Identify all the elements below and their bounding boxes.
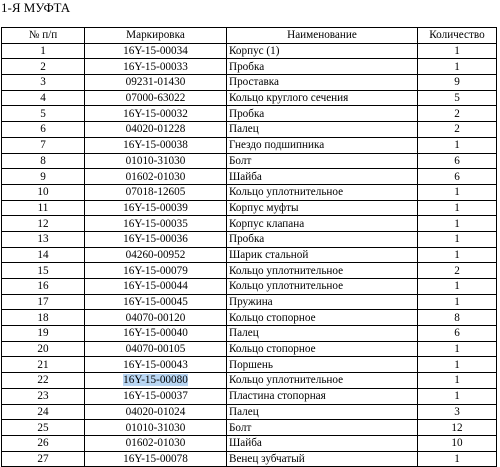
cell-name: Поршень: [227, 357, 418, 373]
cell-number: 11: [2, 200, 85, 216]
table-row: [2, 279, 497, 295]
cell-code: 01010-31030: [85, 420, 227, 436]
cell-number: 27: [2, 451, 85, 467]
cell-name: Палец: [227, 122, 418, 138]
cell-quantity: 2: [418, 122, 497, 138]
parts-table: [1, 27, 497, 467]
table-row: [2, 326, 497, 342]
cell-quantity: 1: [418, 247, 497, 263]
cell-code: 04260-00952: [85, 247, 227, 263]
cell-quantity: 5: [418, 90, 497, 106]
cell-name: Венец зубчатый: [227, 451, 418, 467]
cell-number: 14: [2, 247, 85, 263]
header-number: № п/п: [2, 28, 85, 44]
cell-quantity: 3: [418, 404, 497, 420]
cell-name: Болт: [227, 420, 418, 436]
cell-number: 19: [2, 326, 85, 342]
cell-number: 4: [2, 90, 85, 106]
selected-text: 16Y-15-00080: [123, 374, 188, 387]
cell-quantity: 1: [418, 231, 497, 247]
table-row: [2, 137, 497, 153]
table-row: [2, 231, 497, 247]
cell-name: Болт: [227, 153, 418, 169]
table-row: [2, 122, 497, 138]
cell-code: 16Y-15-00036: [85, 231, 227, 247]
cell-number: 26: [2, 435, 85, 451]
cell-quantity: 9: [418, 75, 497, 91]
cell-code: 16Y-15-00078: [85, 451, 227, 467]
cell-name: Проставка: [227, 75, 418, 91]
cell-number: 12: [2, 216, 85, 232]
cell-number: 1: [2, 43, 85, 59]
cell-number: 20: [2, 341, 85, 357]
cell-number: 10: [2, 184, 85, 200]
cell-name: Корпус (1): [227, 43, 418, 59]
cell-code: 16Y-15-00035: [85, 216, 227, 232]
cell-quantity: 6: [418, 169, 497, 185]
table-row: [2, 420, 497, 436]
cell-code: 01602-01030: [85, 169, 227, 185]
cell-number: 25: [2, 420, 85, 436]
cell-number: 8: [2, 153, 85, 169]
cell-quantity: 1: [418, 373, 497, 389]
cell-number: 24: [2, 404, 85, 420]
cell-number: 21: [2, 357, 85, 373]
cell-number: 13: [2, 231, 85, 247]
cell-number: 2: [2, 59, 85, 75]
cell-code: 04020-01024: [85, 404, 227, 420]
table-row: [2, 357, 497, 373]
cell-name: Пластина стопорная: [227, 388, 418, 404]
cell-code: 01602-01030: [85, 435, 227, 451]
cell-name: Пробка: [227, 231, 418, 247]
cell-code: 16Y-15-00034: [85, 43, 227, 59]
cell-name: Палец: [227, 404, 418, 420]
cell-code: 04070-00105: [85, 341, 227, 357]
cell-number: 9: [2, 169, 85, 185]
cell-quantity: 1: [418, 43, 497, 59]
header-quantity: Количество: [418, 28, 497, 44]
table-row: [2, 247, 497, 263]
table-row: [2, 184, 497, 200]
cell-code: 16Y-15-00039: [85, 200, 227, 216]
cell-number: 5: [2, 106, 85, 122]
cell-code: [85, 373, 227, 389]
cell-number: 22: [2, 373, 85, 389]
cell-code: 01010-31030: [85, 153, 227, 169]
cell-quantity: 1: [418, 279, 497, 295]
table-row: [2, 153, 497, 169]
cell-name: Корпус муфты: [227, 200, 418, 216]
cell-quantity: 1: [418, 388, 497, 404]
cell-code: 16Y-15-00033: [85, 59, 227, 75]
cell-code: 16Y-15-00040: [85, 326, 227, 342]
cell-name: Пробка: [227, 106, 418, 122]
table-row: [2, 75, 497, 91]
cell-number: 15: [2, 263, 85, 279]
table-row: [2, 310, 497, 326]
cell-quantity: 6: [418, 326, 497, 342]
cell-name: Кольцо уплотнительное: [227, 263, 418, 279]
header-code: Маркировка: [85, 28, 227, 44]
table-row: [2, 294, 497, 310]
table-row: [2, 373, 497, 389]
cell-code: 16Y-15-00043: [85, 357, 227, 373]
cell-quantity: 1: [418, 341, 497, 357]
cell-name: Гнездо подшипника: [227, 137, 418, 153]
cell-name: Пробка: [227, 59, 418, 75]
table-row: [2, 169, 497, 185]
cell-quantity: 6: [418, 153, 497, 169]
cell-quantity: 1: [418, 137, 497, 153]
cell-quantity: 1: [418, 357, 497, 373]
cell-code: 16Y-15-00037: [85, 388, 227, 404]
cell-code: 09231-01430: [85, 75, 227, 91]
cell-name: Кольцо стопорное: [227, 310, 418, 326]
table-row: [2, 43, 497, 59]
cell-quantity: 1: [418, 451, 497, 467]
table-row: [2, 263, 497, 279]
cell-name: Кольцо стопорное: [227, 341, 418, 357]
cell-name: Шайба: [227, 169, 418, 185]
table-row: [2, 388, 497, 404]
cell-quantity: 10: [418, 435, 497, 451]
cell-code: 07018-12605: [85, 184, 227, 200]
cell-name: Палец: [227, 326, 418, 342]
cell-quantity: 12: [418, 420, 497, 436]
header-name: Наименование: [227, 28, 418, 44]
cell-name: Шарик стальной: [227, 247, 418, 263]
table-row: [2, 451, 497, 467]
cell-name: Кольцо круглого сечения: [227, 90, 418, 106]
table-row: [2, 59, 497, 75]
table-row: [2, 200, 497, 216]
cell-code: 16Y-15-00079: [85, 263, 227, 279]
table-row: [2, 106, 497, 122]
cell-number: 6: [2, 122, 85, 138]
cell-name: Кольцо уплотнительное: [227, 184, 418, 200]
cell-number: 16: [2, 279, 85, 295]
table-row: [2, 404, 497, 420]
cell-number: 17: [2, 294, 85, 310]
cell-number: 3: [2, 75, 85, 91]
cell-name: Корпус клапана: [227, 216, 418, 232]
cell-code: 16Y-15-00032: [85, 106, 227, 122]
cell-quantity: 1: [418, 216, 497, 232]
cell-name: Кольцо уплотнительное: [227, 373, 418, 389]
cell-number: 7: [2, 137, 85, 153]
cell-code: 07000-63022: [85, 90, 227, 106]
cell-code: 04070-00120: [85, 310, 227, 326]
table-row: [2, 341, 497, 357]
table-row: [2, 216, 497, 232]
cell-code: 16Y-15-00044: [85, 279, 227, 295]
cell-code: 16Y-15-00045: [85, 294, 227, 310]
table-row: [2, 90, 497, 106]
cell-quantity: 1: [418, 59, 497, 75]
cell-code: 04020-01228: [85, 122, 227, 138]
cell-name: Пружина: [227, 294, 418, 310]
cell-quantity: 1: [418, 184, 497, 200]
cell-quantity: 1: [418, 200, 497, 216]
cell-quantity: 2: [418, 263, 497, 279]
cell-number: 23: [2, 388, 85, 404]
cell-number: 18: [2, 310, 85, 326]
document-title: 1-Я МУФТА: [1, 0, 71, 15]
cell-code: 16Y-15-00038: [85, 137, 227, 153]
cell-quantity: 8: [418, 310, 497, 326]
cell-name: Кольцо уплотнительное: [227, 279, 418, 295]
cell-quantity: 2: [418, 106, 497, 122]
cell-name: Шайба: [227, 435, 418, 451]
cell-quantity: 1: [418, 294, 497, 310]
table-header-row: [2, 28, 497, 44]
